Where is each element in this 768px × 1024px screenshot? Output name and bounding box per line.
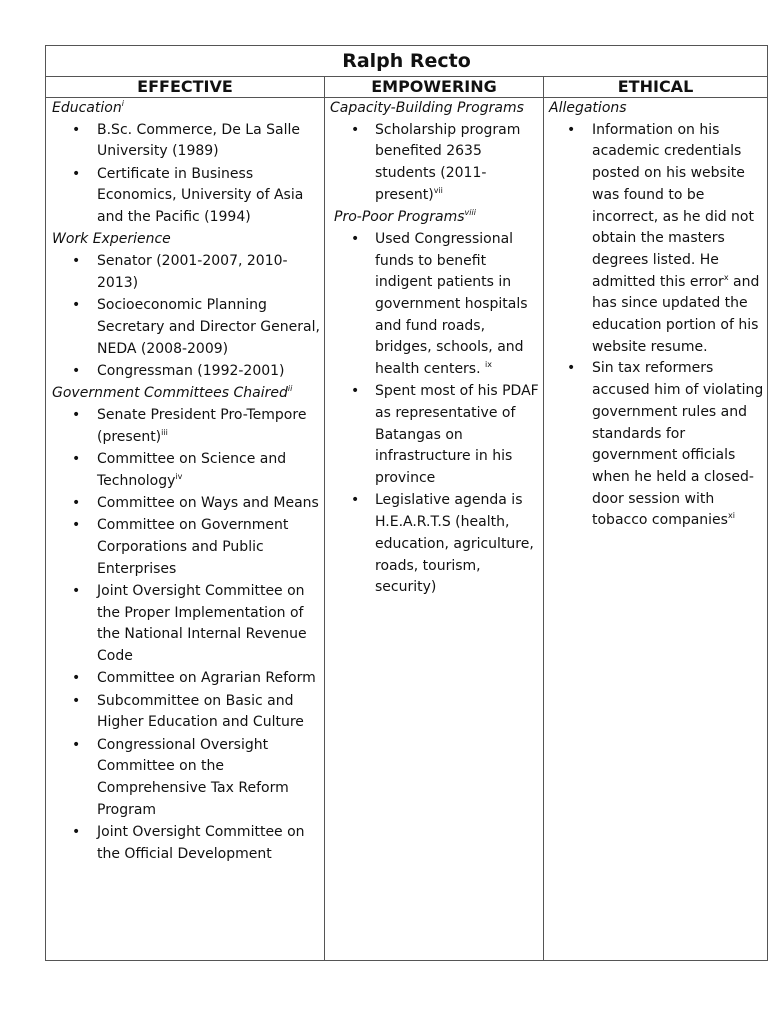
- list-item: • Legislative agenda is H.E.A.R.T.S (health, education, agriculture, roads, tourism, security): [351, 492, 534, 596]
- list-item: • Socioeconomic Planning Secretary and Director General, NEDA (2008-2009): [72, 297, 320, 357]
- list-item: • Scholarship program benefited 2635 students (2011-present)$^{vii}$: [351, 121, 521, 203]
- bullet-icon: •: [72, 736, 81, 753]
- bullet-icon: •: [72, 297, 81, 314]
- bullet-icon: •: [567, 121, 576, 138]
- list-item: • Senate President Pro-Tempore (present)$^{iii}$: [72, 406, 307, 445]
- bullet-icon: •: [72, 450, 81, 467]
- work-list: [52, 251, 324, 382]
- bullet-icon: •: [72, 253, 81, 270]
- list-item: • Joint Oversight Committee on the Proper Implementation of the National Internal Revenue Code: [72, 582, 307, 664]
- list-item: • B.Sc. Commerce, De La Salle University (1989): [72, 121, 300, 160]
- bullet-icon: •: [351, 230, 360, 247]
- ethical-column: [544, 98, 768, 961]
- header-effective: EFFECTIVE: [46, 77, 325, 98]
- profile-table: [45, 45, 768, 961]
- bullet-icon: •: [72, 582, 81, 599]
- list-item: • Joint Oversight Committee on the Official Development: [72, 823, 305, 862]
- bullet-icon: •: [351, 121, 360, 138]
- list-item: • Committee on Agrarian Reform: [52, 668, 324, 690]
- list-item: • Congressional Oversight Committee on the Comprehensive Tax Reform Program: [72, 736, 289, 818]
- propoor-list: [330, 229, 543, 599]
- bullet-icon: •: [567, 360, 576, 377]
- bullet-icon: •: [72, 121, 81, 138]
- list-item: • Certificate in Business Economics, University of Asia and the Pacific (1994): [72, 165, 304, 226]
- list-item: • Committee on Science and Technology$^{iv}$: [72, 450, 287, 489]
- committees-list: [52, 405, 324, 866]
- allegations-list: [549, 120, 767, 532]
- list-item: • Used Congressional funds to benefit indigent patients in government hospitals and fund roads, bridges, schools, and health centers. $^{ix}$: [351, 230, 528, 378]
- bullet-icon: •: [72, 670, 81, 687]
- allegations-heading: Allegations: [549, 100, 627, 116]
- list-item: • Subcommittee on Basic and Higher Education and Culture: [72, 692, 304, 731]
- list-item: • Congressman (1992-2001): [52, 361, 324, 383]
- empowering-column: [325, 98, 544, 961]
- effective-column: [46, 98, 325, 961]
- list-item: • Committee on Government Corporations and Public Enterprises: [72, 517, 289, 577]
- bullet-icon: •: [72, 406, 81, 423]
- education-heading: Education$^i$: [52, 99, 124, 116]
- committees-heading: Government Committees Chaired$^{ii}$: [52, 384, 293, 402]
- list-item: • Information on his academic credentials posted on his website was found to be incorrect, as he did not obtain the masters degrees listed. He admitted this error$^x$ and has since updated the education portion of his website resume.: [567, 121, 760, 355]
- list-item: • Spent most of his PDAF as representative of Batangas on infrastructure in his province: [351, 383, 539, 487]
- propoor-heading: Pro-Poor Programs$^{viii}$: [334, 208, 476, 226]
- capacity-heading: Capacity-Building Programs: [330, 100, 524, 116]
- capacity-list: [330, 120, 543, 207]
- header-ethical: ETHICAL: [544, 77, 768, 98]
- bullet-icon: •: [72, 165, 81, 182]
- bullet-icon: •: [72, 823, 81, 840]
- bullet-icon: •: [72, 362, 81, 379]
- bullet-icon: •: [351, 383, 360, 400]
- list-item: • Sin tax reformers accused him of violating government rules and standards for government officials when he held a closed-door session with tobacco companies$^{xi}$: [567, 360, 764, 529]
- list-item: • Senator (2001-2007, 2010-2013): [72, 253, 288, 291]
- list-item: • Committee on Ways and Means: [52, 493, 324, 515]
- bullet-icon: •: [72, 692, 81, 709]
- bullet-icon: •: [351, 492, 360, 509]
- document-title: Ralph Recto: [46, 46, 768, 77]
- education-list: [52, 120, 324, 229]
- work-heading: Work Experience: [52, 231, 171, 248]
- bullet-icon: •: [72, 517, 81, 534]
- header-empowering: EMPOWERING: [325, 77, 544, 98]
- bullet-icon: •: [72, 494, 81, 511]
